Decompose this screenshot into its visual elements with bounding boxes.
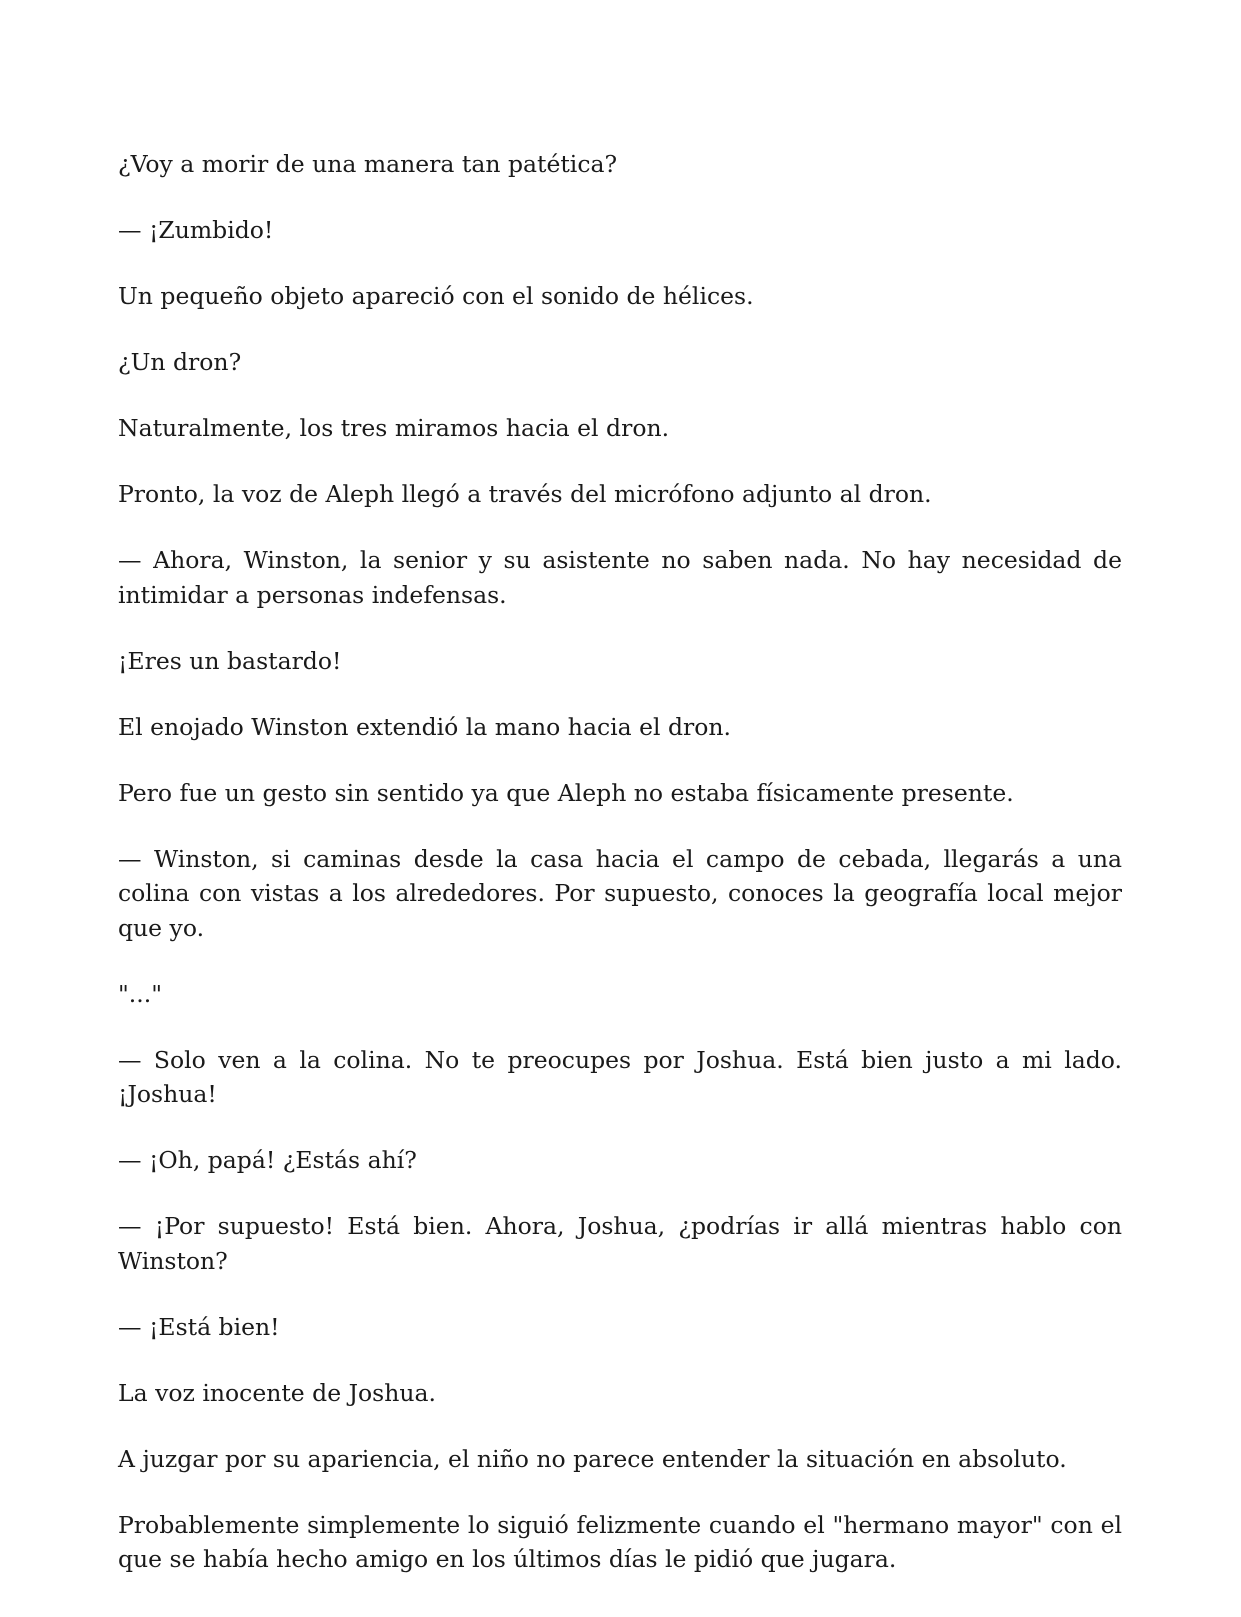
paragraph-8: ¡Eres un bastardo! [118,646,342,675]
paragraph-12: "..." [118,979,163,1008]
paragraph-14: — ¡Oh, papá! ¿Estás ahí? [118,1146,417,1174]
paragraph-5: Naturalmente, los tres miramos hacia el dron. [118,414,670,442]
paragraph-18: A juzgar por su apariencia, el niño no parece entender la situación en absoluto. [118,1444,1067,1473]
paragraph-3: Un pequeño objeto apareció con el sonido de hélices. [118,282,754,310]
paragraph-16: — ¡Está bien! [118,1312,280,1341]
paragraph-2: — ¡Zumbido! [118,216,274,244]
paragraph-1: ¿Voy a morir de una manera tan patética? [118,150,618,178]
document-body [118,147,1122,1608]
paragraph-4: ¿Un dron? [118,348,242,376]
paragraph-17: La voz inocente de Joshua. [118,1378,436,1407]
paragraph-7: — Ahora, Winston, la senior y su asistente no saben nada. No hay necesidad de intimidar a personas indefensas. [118,546,1122,609]
paragraph-11: — Winston, si caminas desde la casa hacia el campo de cebada, llegarás a una colina con vistas a los alrededores. Por supuesto, conoces la geografía local mejor que yo. [118,844,1122,942]
paragraph-15: — ¡Por supuesto! Está bien. Ahora, Joshua, ¿podrías ir allá mientras hablo con Winston? [118,1212,1122,1275]
paragraph-10: Pero fue un gesto sin sentido ya que Aleph no estaba físicamente presente. [118,778,1014,807]
paragraph-13: — Solo ven a la colina. No te preocupes por Joshua. Está bien justo a mi lado. ¡Joshua! [118,1045,1122,1108]
paragraph-19: Probablemente simplemente lo siguió felizmente cuando el "hermano mayor" con el que se había hecho amigo en los últimos días le pidió que jugara. [118,1510,1122,1573]
paragraph-9: El enojado Winston extendió la mano hacia el dron. [118,712,732,741]
paragraph-6: Pronto, la voz de Aleph llegó a través del micrófono adjunto al dron. [118,480,932,508]
